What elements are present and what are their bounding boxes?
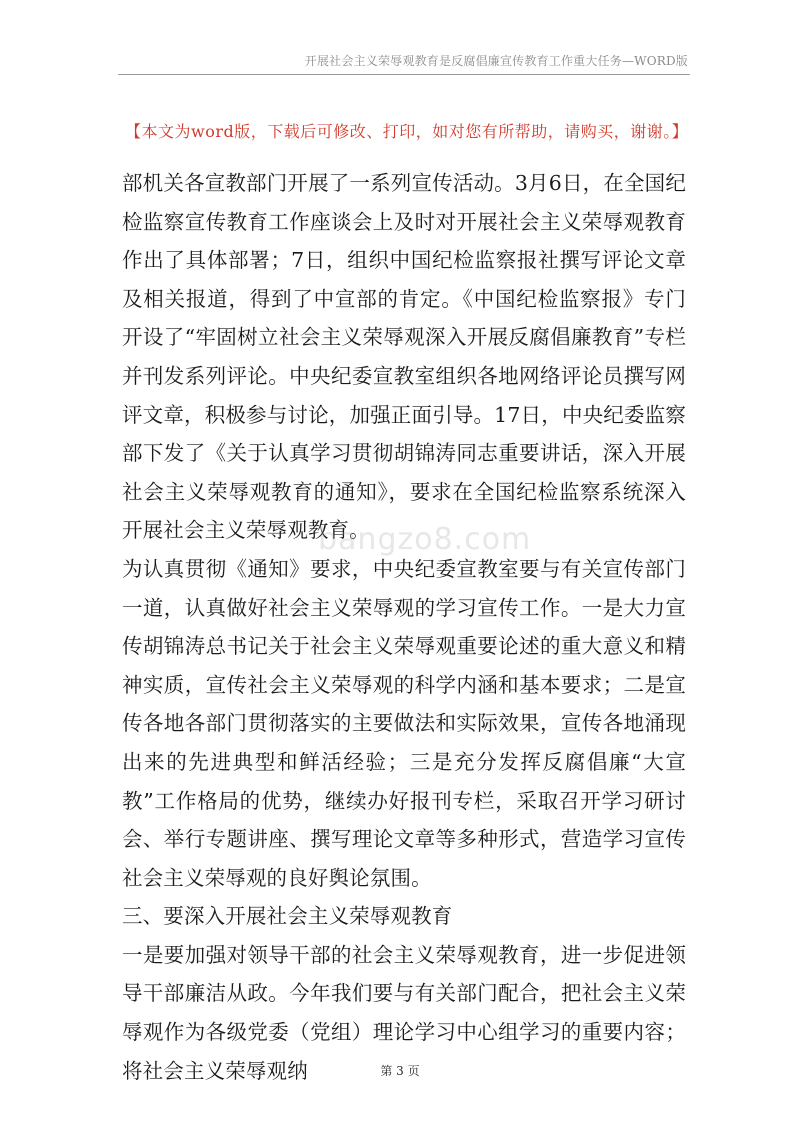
paragraph-3: 一是要加强对领导干部的社会主义荣辱观教育，进一步促进领导干部廉洁从政。今年我们要与有关部门配合，把社会主义荣辱观作为各级党委（党组）理论学习中心组学习的重要内容；将社会主义荣辱观纳 xyxy=(122,942,686,1083)
download-notice: 【本文为word版，下载后可修改、打印，如对您有所帮助，请购买，谢谢。】 xyxy=(125,122,689,141)
document-body xyxy=(122,164,686,1090)
header-divider xyxy=(118,74,690,75)
paragraph-2: 为认真贯彻《通知》要求，中央纪委宣教室要与有关宣传部门一道，认真做好社会主义荣辱观的学习宣传工作。一是大力宣传胡锦涛总书记关于社会主义荣辱观重要论述的重大意义和精神实质，宣传社会主义荣辱观的科学内涵和基本要求；二是宣传各地各部门贯彻落实的主要做法和实际效果，宣传各地涌现出来的先进典型和鲜活经验；三是充分发挥反腐倡廉“大宣教”工作格局的优势，继续办好报刊专栏，采取召开学习研讨会、举行专题讲座、撰写理论文章等多种形式，营造学习宣传社会主义荣辱观的良好舆论氛围。 xyxy=(122,556,686,890)
section-heading: 三、要深入开展社会主义荣辱观教育 xyxy=(122,904,453,929)
site-watermark: bangzo8.com xyxy=(318,522,532,557)
page-number: 第 3 页 xyxy=(380,1064,420,1078)
paragraph-1: 部机关各宣教部门开展了一系列宣传活动。3月6日，在全国纪检监察宣传教育工作座谈会上及时对开展社会主义荣辱观教育作出了具体部署；7日，组织中国纪检监察报社撰写评论文章及相关报道，得到了中宣部的肯定。《中国纪检监察报》专门开设了“牢固树立社会主义荣辱观深入开展反腐倡廉教育”专栏并刊发系列评论。中央纪委宣教室组织各地网络评论员撰写网评文章，积极参与讨论，加强正面引导。17日，中央纪委监察部下发了《关于认真学习贯彻胡锦涛同志重要讲话，深入开展社会主义荣辱观教育的通知》，要求在全国纪检监察系统深入开展社会主义荣辱观教育。 xyxy=(122,171,686,543)
running-header: 开展社会主义荣辱观教育是反腐倡廉宣传教育工作重大任务—WORD版 xyxy=(304,54,688,68)
